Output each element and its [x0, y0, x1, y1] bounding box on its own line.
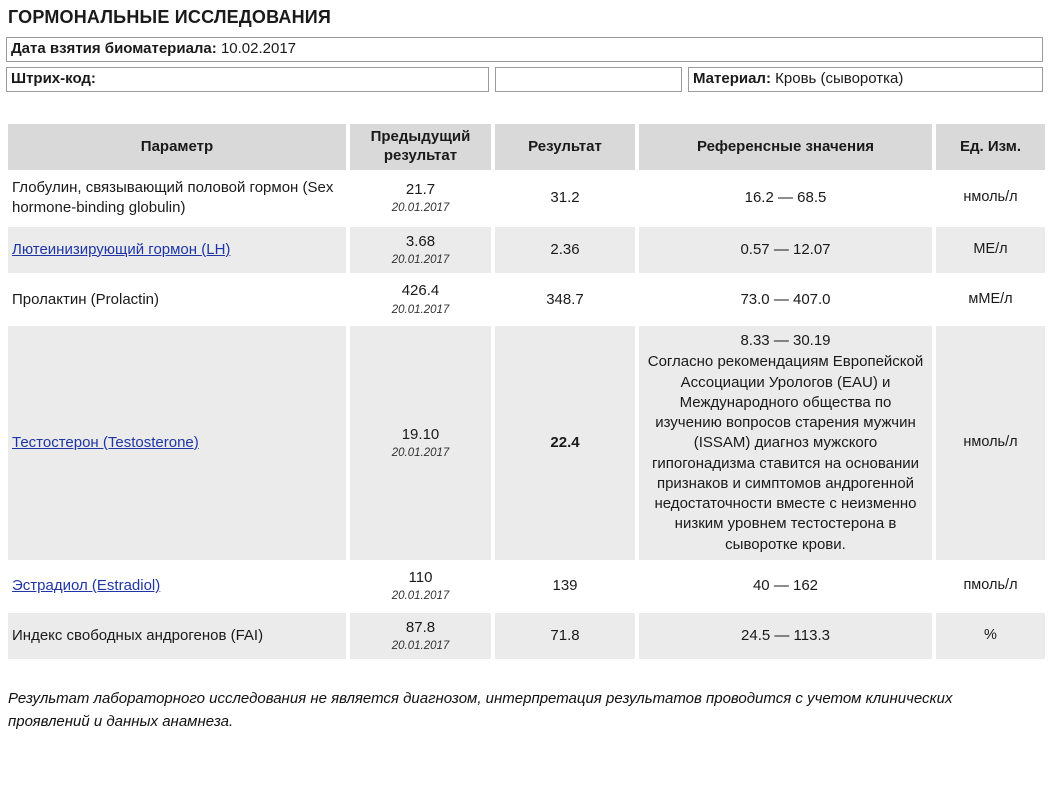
previous-result-cell: [350, 227, 491, 274]
reference-range: 40 — 162: [752, 577, 819, 595]
result-cell: 22.4: [495, 326, 635, 560]
parameter-cell: [8, 227, 346, 274]
barcode-label: Штрих-код:: [11, 70, 96, 87]
biomaterial-date-label: Дата взятия биоматериала:: [11, 40, 217, 57]
parameter-cell: [8, 326, 346, 560]
reference-values-cell: [639, 227, 932, 274]
reference-values-cell: [639, 173, 932, 224]
previous-result-date: 20.01.2017: [391, 590, 450, 603]
previous-result-date: 20.01.2017: [391, 303, 450, 316]
result-cell: 31.2: [495, 173, 635, 224]
reference-note: Согласно рекомендациям Европейской Ассоциации Урологов (EAU) и Международного общества по изучению вопросов старения мужчин (ISSAM) диагноз мужского гипогонадизма ставится на основании признаков и симптомов андрогенной недостаточности вместе с неизменно низким уровнем тестостерона в сыворотке крови.: [647, 353, 924, 553]
parameter-link[interactable]: Лютеинизирующий гормон (LH): [12, 240, 231, 258]
result-cell: 2.36: [495, 227, 635, 274]
reference-values-cell: [639, 326, 932, 560]
parameter-cell: Пролактин (Prolactin): [8, 276, 346, 323]
barcode-value-field: [495, 67, 682, 92]
unit-cell: мМЕ/л: [936, 276, 1045, 323]
page-title: ГОРМОНАЛЬНЫЕ ИССЛЕДОВАНИЯ: [8, 7, 332, 27]
previous-result-value: 3.68: [405, 232, 436, 250]
previous-result-cell: [350, 276, 491, 323]
column-header: Референсные значения: [639, 124, 932, 170]
result-cell: 139: [495, 563, 635, 610]
reference-values-cell: [639, 276, 932, 323]
previous-result-value: 110: [408, 568, 433, 586]
barcode-box: [6, 67, 489, 92]
biomaterial-date-box: [6, 37, 1043, 62]
results-table-body: [8, 173, 1045, 659]
previous-result-value: 426.4: [401, 282, 440, 300]
unit-cell: %: [936, 613, 1045, 660]
material-label: Материал:: [693, 70, 771, 87]
parameter-cell: Индекс свободных андрогенов (FAI): [8, 613, 346, 660]
previous-result-cell: [350, 613, 491, 660]
parameter-cell: Глобулин, связывающий половой гормон (Sex hormone-binding globulin): [8, 173, 346, 224]
previous-result-cell: [350, 563, 491, 610]
result-cell: 348.7: [495, 276, 635, 323]
reference-range: 8.33 — 30.19: [740, 332, 831, 350]
result-row: [8, 613, 1045, 660]
reference-range: 24.5 — 113.3: [741, 626, 830, 644]
biomaterial-date-value: 10.02.2017: [220, 40, 297, 57]
previous-result-date: 20.01.2017: [391, 253, 450, 266]
result-row: [8, 173, 1045, 224]
previous-result-date: 20.01.2017: [391, 639, 450, 652]
previous-result-date: 20.01.2017: [391, 202, 450, 215]
reference-range: 16.2 — 68.5: [744, 189, 827, 207]
column-header: Параметр: [8, 124, 346, 170]
unit-cell: нмоль/л: [936, 173, 1045, 224]
unit-cell: нмоль/л: [936, 326, 1045, 560]
previous-result-value: 21.7: [405, 180, 436, 198]
result-row: [8, 276, 1045, 323]
parameter-link[interactable]: Эстрадиол (Estradiol): [12, 577, 161, 595]
result-row: [8, 563, 1045, 610]
result-row: [8, 227, 1045, 274]
material-box: [688, 67, 1043, 92]
results-table-header-row: [8, 124, 1045, 170]
result-cell: 71.8: [495, 613, 635, 660]
previous-result-date: 20.01.2017: [391, 446, 450, 459]
results-table: [4, 121, 1049, 662]
parameter-cell: [8, 563, 346, 610]
column-header: Предыдущий результат: [350, 124, 491, 170]
material-value: Кровь (сыворотка): [775, 70, 904, 87]
reference-range: 73.0 — 407.0: [740, 290, 831, 308]
barcode-material-row: [6, 67, 1043, 92]
previous-result-value: 19.10: [401, 425, 440, 443]
previous-result-cell: [350, 326, 491, 560]
column-header: Ед. Изм.: [936, 124, 1045, 170]
result-row: [8, 326, 1045, 560]
previous-result-value: 87.8: [405, 618, 436, 636]
reference-values-cell: [639, 563, 932, 610]
disclaimer-footnote: Результат лабораторного исследования не является диагнозом, интерпретация результатов проводится с учетом клинических проявлений и данных анамнеза.: [8, 690, 953, 730]
unit-cell: МЕ/л: [936, 227, 1045, 274]
reference-values-cell: [639, 613, 932, 660]
previous-result-cell: [350, 173, 491, 224]
column-header: Результат: [495, 124, 635, 170]
reference-range: 0.57 — 12.07: [740, 240, 831, 258]
parameter-link[interactable]: Тестостерон (Testosterone): [12, 433, 199, 451]
unit-cell: пмоль/л: [936, 563, 1045, 610]
